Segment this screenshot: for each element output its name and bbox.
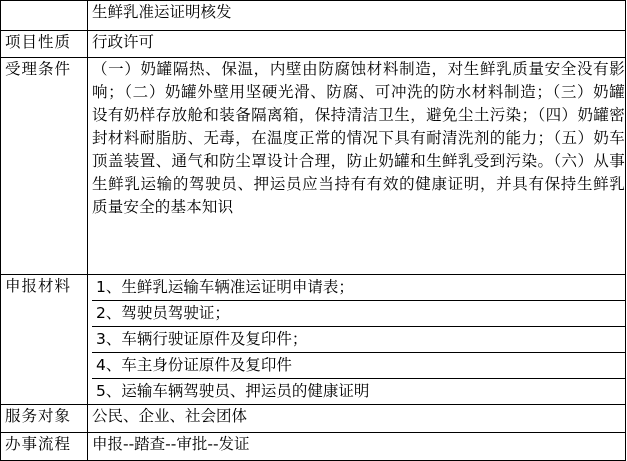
service-target-label: 服务对象	[1, 405, 88, 433]
application-materials-row	[1, 275, 626, 405]
application-materials-label: 申报材料	[1, 275, 88, 405]
service-target-value: 公民、企业、社会团体	[88, 405, 626, 433]
application-materials-list	[88, 275, 626, 405]
acceptance-conditions-text: （一）奶罐隔热、保温，内壁由防腐蚀材料制造，对生鲜乳质量安全没有影响；（二）奶罐外壁用坚硬光滑、防腐、可冲洗的防水材料制造；（三）奶罐设有奶样存放舱和装备隔离箱，保持清洁卫生，避免尘土污染；（四）奶罐密封材料耐脂肪、无毒，在温度正常的情况下具有耐清洗剂的能力；（五）奶车顶盖装置、通气和防尘罩设计合理，防止奶罐和生鲜乳受到污染。（六）从事生鲜乳运输的驾驶员、押运员应当持有有效的健康证明，并具有保持生鲜乳质量安全的基本知识	[88, 58, 626, 275]
material-item: 3、车辆行驶证原件及复印件；	[92, 327, 625, 353]
acceptance-conditions-label: 受理条件	[1, 58, 88, 275]
material-item: 1、生鲜乳运输车辆准运证明申请表；	[92, 275, 625, 301]
process-label: 办事流程	[1, 433, 88, 461]
document-title: 生鲜乳准运证明核发	[88, 1, 626, 31]
project-nature-label: 项目性质	[1, 31, 88, 58]
project-nature-value: 行政许可	[88, 31, 626, 58]
acceptance-conditions-row	[1, 58, 626, 275]
material-item: 5、运输车辆驾驶员、押运员的健康证明	[96, 382, 370, 400]
title-row	[1, 1, 626, 31]
service-target-row	[1, 405, 626, 433]
material-item: 4、车主身份证原件及复印件	[92, 353, 625, 379]
material-item: 2、驾驶员驾驶证；	[92, 301, 625, 327]
project-nature-row	[1, 31, 626, 58]
process-row	[1, 433, 626, 461]
title-label-cell	[1, 1, 88, 31]
process-value: 申报--踏查--审批--发证	[88, 433, 626, 461]
